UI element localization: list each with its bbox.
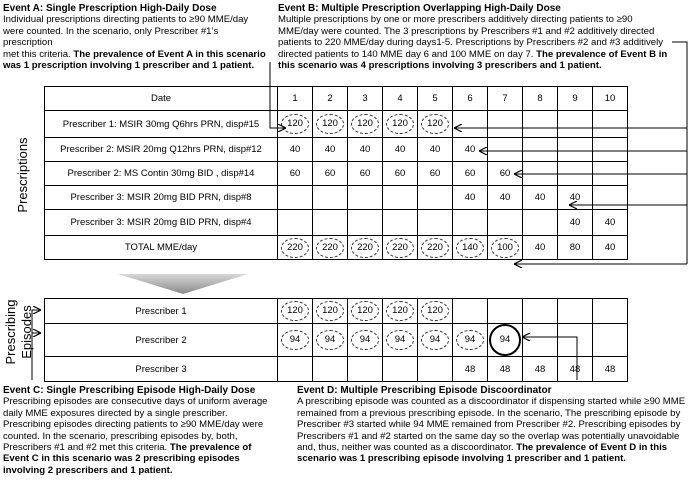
event-c-line: Prescribing episodes are consecutive days of uniform average (3, 396, 268, 408)
episodes-side-label: Prescribing Episodes (3, 299, 34, 365)
event-d-title: Event D: Multiple Prescribing Episode Discoordinator (297, 385, 552, 396)
event-c-line: counted. In the scenario, prescribing episodes by, both, (3, 430, 238, 442)
dashed-circle-value: 120 (316, 114, 344, 134)
event-b-prevalence: The prevalence of Event B in (536, 48, 668, 60)
mme-value: 40 (464, 192, 476, 203)
event-a-prevalence: The prevalence of Event A in this scenario (73, 48, 266, 60)
mme-value: 40 (289, 144, 301, 155)
event-d-line: Prescribers #1 and #2 started on the same day so the overlap was potentially unavoidable (297, 430, 680, 442)
event-c-line: Prescribing episodes directing patients to ≥90 MME/day were (3, 419, 264, 431)
date-cell: 9 (558, 87, 593, 111)
event-b-line: MME/day were counted. The 3 prescriptions by Prescribers #1 and #2 additively directed (278, 25, 655, 37)
event-b-bracket (672, 42, 687, 264)
mme-value: 48 (569, 363, 581, 375)
prescription-label: TOTAL MME/day (45, 236, 278, 260)
event-d-line: A prescribing episode was counted as a discoordinator if dispensing started while ≥90 MME (297, 396, 686, 408)
dashed-circle-value: 220 (386, 238, 414, 258)
date-cell: 1 (278, 87, 313, 111)
mme-value: 40 (359, 144, 371, 155)
dashed-circle-value: 94 (316, 330, 344, 350)
prescription-label: Prescriber 3: MSIR 20mg BID PRN, disp#8 (45, 186, 278, 210)
dashed-circle-value: 100 (491, 238, 519, 258)
event-b-line: directed patients to 140 MME day 6 and 100 MME on day 7. The prevalence of Event B in (278, 48, 668, 60)
mme-value: 48 (464, 363, 476, 375)
event-b-line: patients to 220 MME/day during days1-5. Prescriptions by Prescribers #2 and #3 additively (278, 37, 664, 49)
mme-value: 60 (359, 168, 371, 179)
mme-value: 60 (429, 168, 441, 179)
event-c-prevalence: Event C in this scenario was 2 prescribing episodes (3, 453, 240, 465)
dashed-circle-value: 120 (421, 114, 449, 134)
event-a-title: Event A: Single Prescription High-Daily Dose (3, 3, 217, 14)
dashed-circle-value: 120 (386, 114, 414, 134)
mme-value: 60 (324, 168, 336, 179)
dashed-circle-value: 120 (351, 114, 379, 134)
mme-value: 40 (499, 192, 511, 203)
event-a-line: met this criteria. The prevalence of Event A in this scenario (3, 48, 266, 60)
dashed-circle-value: 120 (316, 301, 344, 321)
mme-value: 60 (394, 168, 406, 179)
dashed-circle-value: 220 (281, 238, 309, 258)
mme-value: 48 (499, 363, 511, 375)
event-c-title: Event C: Single Prescribing Episode High-Daily Dose (3, 385, 256, 396)
event-d-line: and, thus, neither was counted as a discoordinator. The prevalence of Event D in this (297, 442, 668, 454)
episode-label: Prescriber 1 (45, 299, 278, 324)
event-d-line: Prescriber #3 started while 94 MME remained from Prescriber #2. Prescribing episodes by (297, 419, 681, 431)
dashed-circle-value: 120 (386, 301, 414, 321)
dashed-circle-value: 94 (281, 330, 309, 350)
event-d-prevalence: scenario was 1 prescribing episode involving 1 prescriber and 1 patient. (297, 453, 626, 465)
event-d-connector (523, 337, 577, 380)
date-cell: 2 (313, 87, 348, 111)
date-cell: 3 (348, 87, 383, 111)
date-cell: 8 (523, 87, 558, 111)
event-b-title: Event B: Multiple Prescription Overlapping High-Daily Dose (278, 3, 561, 14)
mme-value: 40 (464, 144, 476, 155)
event-c-line: Prescribers #1 and #2 met this criteria. The prevalence of (3, 442, 252, 454)
prescription-label: Prescriber 2: MSIR 20mg Q12hrs PRN, disp#12 (45, 138, 278, 162)
mme-value: 40 (534, 242, 546, 253)
mme-value: 40 (324, 144, 336, 155)
dashed-circle-value: 120 (281, 114, 309, 134)
dashed-circle-value: 94 (351, 330, 379, 350)
event-c-connector (32, 310, 40, 380)
dashed-circle-value: 94 (386, 330, 414, 350)
episode-label: Prescriber 2 (45, 324, 278, 357)
discoordinator-circle: 94 (489, 324, 521, 356)
dashed-circle-value: 94 (456, 330, 484, 350)
event-b-line: Multiple prescriptions by one or more prescribers additively directing patients to ≥90 (278, 14, 633, 26)
date-header: Date (45, 87, 278, 111)
episode-label: Prescriber 3 (45, 357, 278, 382)
event-c-prevalence: The prevalence of (169, 442, 252, 454)
mme-value: 48 (604, 363, 616, 375)
dashed-circle-value: 220 (316, 238, 344, 258)
prescription-label: Prescriber 2: MS Contin 30mg BID , disp#14 (45, 162, 278, 186)
dashed-circle-value: 120 (421, 301, 449, 321)
mme-value: 40 (569, 192, 581, 203)
mme-value: 40 (569, 217, 581, 228)
mme-value: 40 (604, 242, 616, 253)
mme-value: 60 (464, 168, 476, 179)
mme-value: 40 (534, 192, 546, 203)
mme-value: 60 (289, 168, 301, 179)
event-a-line: were counted. In the scenario, only Prescriber #1’s prescription (3, 25, 219, 49)
event-d-line: remained from a previous prescribing episode. In the scenario, The prescribing episode by (297, 407, 681, 419)
prescriptions-side-label: Prescriptions (15, 137, 30, 213)
mme-value: 40 (604, 217, 616, 228)
event-a-line: Individual prescriptions directing patients to ≥90 MME/day (3, 14, 249, 26)
dashed-circle-value: 140 (456, 238, 484, 258)
dashed-circle-value: 220 (421, 238, 449, 258)
date-cell: 7 (488, 87, 523, 111)
dashed-circle-value: 94 (421, 330, 449, 350)
dashed-circle-value: 120 (351, 301, 379, 321)
mme-value: 48 (534, 363, 546, 375)
prescription-label: Prescriber 3: MSIR 20mg BID PRN, disp#4 (45, 210, 278, 236)
mme-value: 80 (569, 242, 581, 253)
mme-value: 40 (429, 144, 441, 155)
prescription-label: Prescriber 1: MSIR 30mg Q6hrs PRN, disp#15 (45, 111, 278, 138)
event-d-prevalence: The prevalence of Event D in this (516, 442, 668, 454)
date-cell: 4 (383, 87, 418, 111)
event-c-prevalence: involving 2 prescribers and 1 patient. (3, 464, 173, 476)
event-a-prevalence: was 1 prescription involving 1 prescriber and 1 patient. (3, 60, 255, 72)
event-c-line: daily MME exposures directed by a single prescriber. (3, 407, 228, 419)
date-cell: 5 (418, 87, 453, 111)
event-a-connector (270, 62, 285, 128)
event-b-prevalence: this scenario was 4 prescriptions involving 3 prescribers and 1 patient. (278, 60, 602, 72)
dashed-circle-value: 220 (351, 238, 379, 258)
mme-value: 40 (394, 144, 406, 155)
mme-value: 60 (499, 168, 511, 179)
dashed-circle-value: 120 (281, 301, 309, 321)
date-cell: 10 (593, 87, 628, 111)
date-cell: 6 (453, 87, 488, 111)
